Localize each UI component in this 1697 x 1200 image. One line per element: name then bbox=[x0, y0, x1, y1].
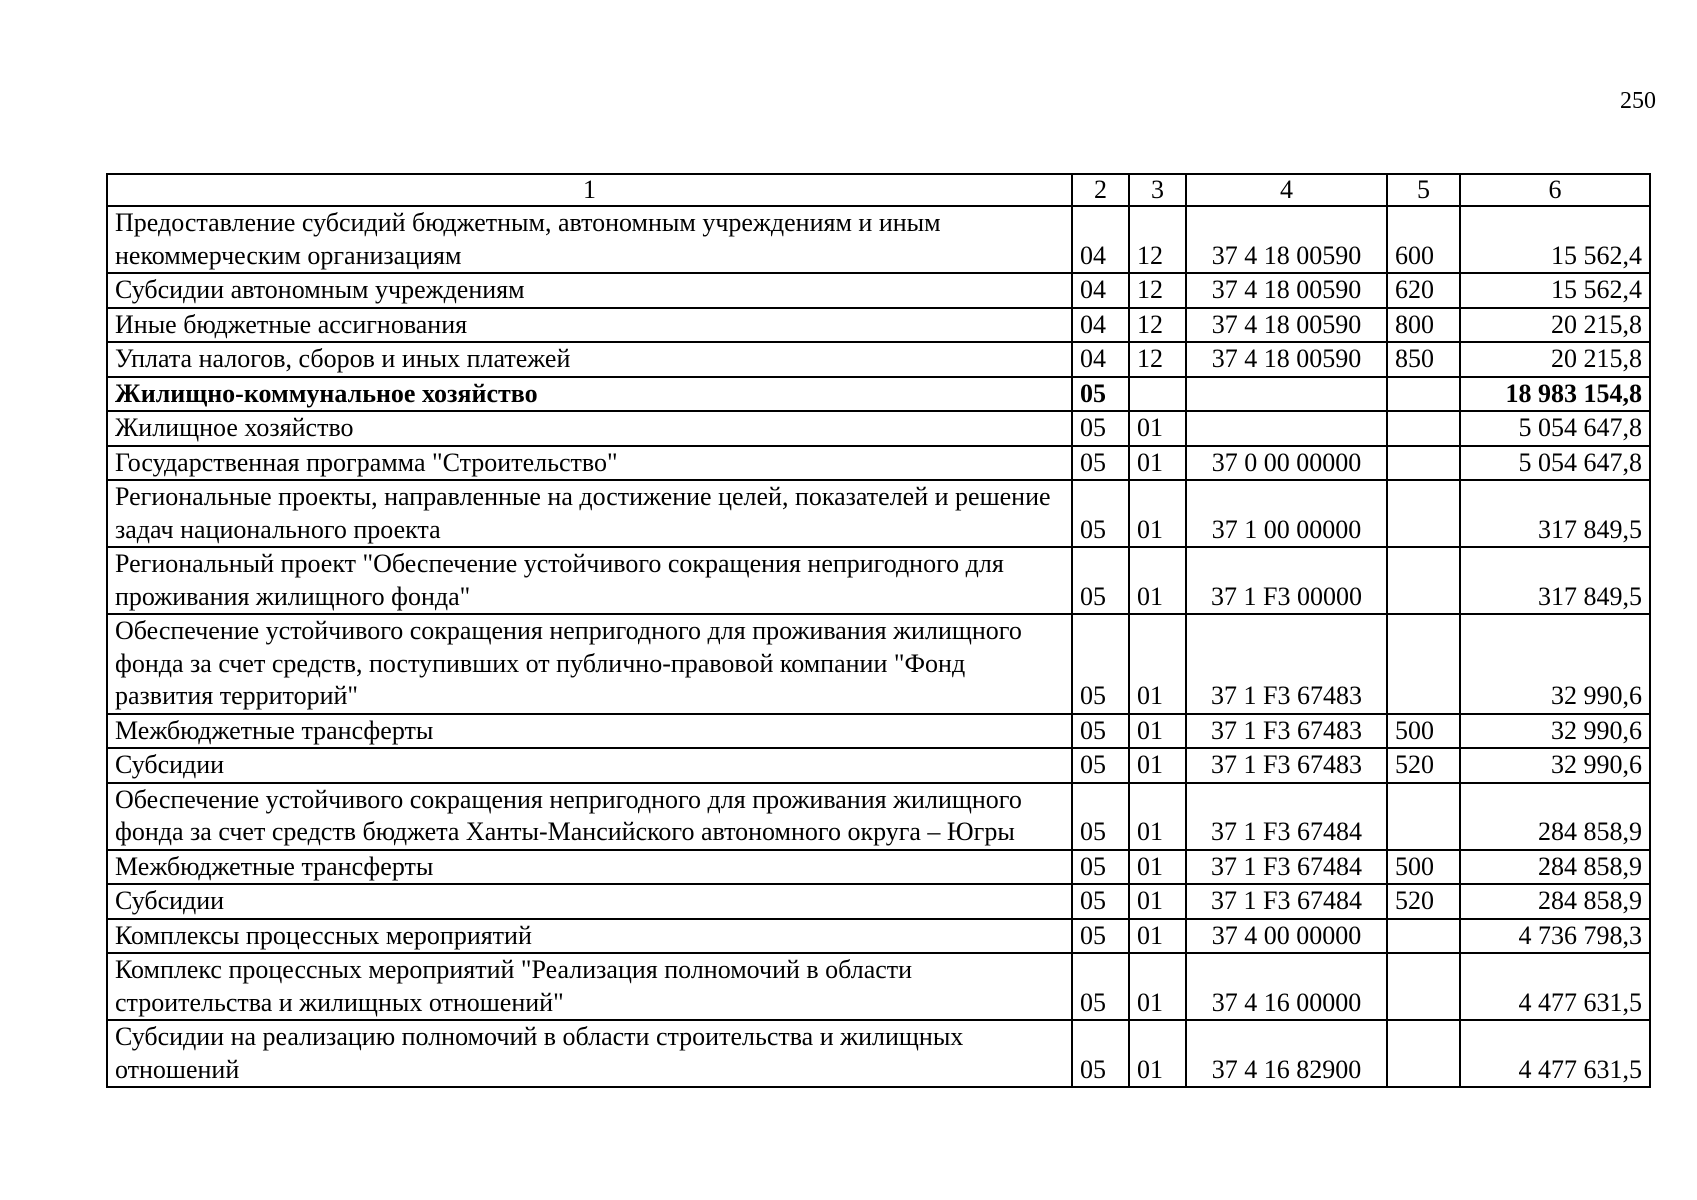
amount-cell: 317 849,5 bbox=[1460, 480, 1650, 547]
table-row bbox=[107, 446, 1650, 481]
row-name-cell: Жилищное хозяйство bbox=[107, 411, 1072, 446]
target-article-cell: 37 1 F3 67484 bbox=[1186, 850, 1387, 885]
row-name-cell: Обеспечение устойчивого сокращения непригодного для проживания жилищного фонда за счет средств, поступивших от публично-правовой компании "Фонд развития территорий" bbox=[107, 614, 1072, 714]
section-code-cell: 05 bbox=[1072, 919, 1129, 954]
subsection-code-cell: 01 bbox=[1129, 748, 1186, 783]
expense-type-cell bbox=[1387, 446, 1460, 481]
section-code-cell: 05 bbox=[1072, 446, 1129, 481]
table-row bbox=[107, 273, 1650, 308]
expense-type-cell bbox=[1387, 411, 1460, 446]
target-article-cell bbox=[1186, 377, 1387, 412]
target-article-cell: 37 4 16 82900 bbox=[1186, 1020, 1387, 1087]
amount-cell: 15 562,4 bbox=[1460, 273, 1650, 308]
expense-type-cell bbox=[1387, 377, 1460, 412]
section-code-cell: 05 bbox=[1072, 547, 1129, 614]
section-code-cell: 04 bbox=[1072, 308, 1129, 343]
table-row bbox=[107, 953, 1650, 1020]
section-code-cell: 04 bbox=[1072, 342, 1129, 377]
amount-cell: 4 736 798,3 bbox=[1460, 919, 1650, 954]
row-name-cell: Межбюджетные трансферты bbox=[107, 850, 1072, 885]
amount-cell: 4 477 631,5 bbox=[1460, 1020, 1650, 1087]
subsection-code-cell: 01 bbox=[1129, 614, 1186, 714]
section-code-cell: 05 bbox=[1072, 748, 1129, 783]
section-code-cell: 05 bbox=[1072, 1020, 1129, 1087]
column-header: 2 bbox=[1072, 174, 1129, 206]
section-code-cell: 05 bbox=[1072, 714, 1129, 749]
section-code-cell: 04 bbox=[1072, 273, 1129, 308]
subsection-code-cell: 01 bbox=[1129, 919, 1186, 954]
amount-cell: 32 990,6 bbox=[1460, 614, 1650, 714]
row-name-cell: Комплексы процессных мероприятий bbox=[107, 919, 1072, 954]
expense-type-cell bbox=[1387, 919, 1460, 954]
subsection-code-cell: 12 bbox=[1129, 273, 1186, 308]
subsection-code-cell: 01 bbox=[1129, 953, 1186, 1020]
target-article-cell: 37 1 F3 67483 bbox=[1186, 614, 1387, 714]
table-row bbox=[107, 547, 1650, 614]
subsection-code-cell: 01 bbox=[1129, 1020, 1186, 1087]
row-name-cell: Субсидии bbox=[107, 884, 1072, 919]
expense-type-cell: 850 bbox=[1387, 342, 1460, 377]
column-header: 5 bbox=[1387, 174, 1460, 206]
row-name-cell: Региональные проекты, направленные на достижение целей, показателей и решение задач национального проекта bbox=[107, 480, 1072, 547]
expense-type-cell: 500 bbox=[1387, 714, 1460, 749]
subsection-code-cell: 01 bbox=[1129, 446, 1186, 481]
row-name-cell: Региональный проект "Обеспечение устойчивого сокращения непригодного для проживания жилищного фонда" bbox=[107, 547, 1072, 614]
target-article-cell: 37 1 F3 67483 bbox=[1186, 748, 1387, 783]
column-header: 1 bbox=[107, 174, 1072, 206]
section-code-cell: 05 bbox=[1072, 480, 1129, 547]
page-number: 250 bbox=[1620, 88, 1656, 114]
expense-type-cell: 520 bbox=[1387, 884, 1460, 919]
expense-type-cell bbox=[1387, 547, 1460, 614]
amount-cell: 20 215,8 bbox=[1460, 342, 1650, 377]
row-name-cell: Государственная программа "Строительство" bbox=[107, 446, 1072, 481]
subsection-code-cell: 01 bbox=[1129, 547, 1186, 614]
table-row bbox=[107, 714, 1650, 749]
target-article-cell: 37 4 18 00590 bbox=[1186, 206, 1387, 273]
target-article-cell: 37 4 18 00590 bbox=[1186, 308, 1387, 343]
table-row bbox=[107, 919, 1650, 954]
subsection-code-cell: 01 bbox=[1129, 480, 1186, 547]
table-header-row bbox=[107, 174, 1650, 206]
row-name-cell: Комплекс процессных мероприятий "Реализация полномочий в области строительства и жилищных отношений" bbox=[107, 953, 1072, 1020]
table-row bbox=[107, 614, 1650, 714]
expense-type-cell bbox=[1387, 953, 1460, 1020]
amount-cell: 15 562,4 bbox=[1460, 206, 1650, 273]
expense-type-cell bbox=[1387, 1020, 1460, 1087]
expense-type-cell: 520 bbox=[1387, 748, 1460, 783]
subsection-code-cell: 01 bbox=[1129, 884, 1186, 919]
target-article-cell: 37 1 F3 67484 bbox=[1186, 884, 1387, 919]
section-code-cell: 05 bbox=[1072, 614, 1129, 714]
section-code-cell: 05 bbox=[1072, 953, 1129, 1020]
row-name-cell: Предоставление субсидий бюджетным, автономным учреждениям и иным некоммерческим организациям bbox=[107, 206, 1072, 273]
subsection-code-cell: 01 bbox=[1129, 411, 1186, 446]
table-row bbox=[107, 377, 1650, 412]
target-article-cell: 37 4 00 00000 bbox=[1186, 919, 1387, 954]
section-code-cell: 05 bbox=[1072, 411, 1129, 446]
expense-type-cell: 620 bbox=[1387, 273, 1460, 308]
column-header: 4 bbox=[1186, 174, 1387, 206]
target-article-cell: 37 1 F3 67483 bbox=[1186, 714, 1387, 749]
table-row bbox=[107, 308, 1650, 343]
column-header: 3 bbox=[1129, 174, 1186, 206]
subsection-code-cell bbox=[1129, 377, 1186, 412]
expense-type-cell bbox=[1387, 480, 1460, 547]
amount-cell: 5 054 647,8 bbox=[1460, 411, 1650, 446]
target-article-cell: 37 1 00 00000 bbox=[1186, 480, 1387, 547]
subsection-code-cell: 01 bbox=[1129, 850, 1186, 885]
subsection-code-cell: 12 bbox=[1129, 206, 1186, 273]
expense-type-cell bbox=[1387, 614, 1460, 714]
row-name-cell: Иные бюджетные ассигнования bbox=[107, 308, 1072, 343]
amount-cell: 32 990,6 bbox=[1460, 748, 1650, 783]
section-code-cell: 05 bbox=[1072, 850, 1129, 885]
target-article-cell: 37 4 18 00590 bbox=[1186, 342, 1387, 377]
table-row bbox=[107, 206, 1650, 273]
row-name-cell: Обеспечение устойчивого сокращения непригодного для проживания жилищного фонда за счет средств бюджета Ханты-Мансийского автономного округа – Югры bbox=[107, 783, 1072, 850]
table-row bbox=[107, 748, 1650, 783]
target-article-cell: 37 1 F3 00000 bbox=[1186, 547, 1387, 614]
row-name-cell: Субсидии автономным учреждениям bbox=[107, 273, 1072, 308]
table-row bbox=[107, 480, 1650, 547]
row-name-cell: Жилищно-коммунальное хозяйство bbox=[107, 377, 1072, 412]
target-article-cell: 37 4 18 00590 bbox=[1186, 273, 1387, 308]
expense-type-cell: 500 bbox=[1387, 850, 1460, 885]
amount-cell: 32 990,6 bbox=[1460, 714, 1650, 749]
section-code-cell: 05 bbox=[1072, 377, 1129, 412]
amount-cell: 284 858,9 bbox=[1460, 783, 1650, 850]
subsection-code-cell: 12 bbox=[1129, 308, 1186, 343]
expense-type-cell: 600 bbox=[1387, 206, 1460, 273]
row-name-cell: Субсидии bbox=[107, 748, 1072, 783]
table-row bbox=[107, 342, 1650, 377]
target-article-cell: 37 0 00 00000 bbox=[1186, 446, 1387, 481]
section-code-cell: 05 bbox=[1072, 783, 1129, 850]
target-article-cell bbox=[1186, 411, 1387, 446]
row-name-cell: Субсидии на реализацию полномочий в области строительства и жилищных отношений bbox=[107, 1020, 1072, 1087]
table-row bbox=[107, 1020, 1650, 1087]
row-name-cell: Межбюджетные трансферты bbox=[107, 714, 1072, 749]
row-name-cell: Уплата налогов, сборов и иных платежей bbox=[107, 342, 1072, 377]
amount-cell: 5 054 647,8 bbox=[1460, 446, 1650, 481]
column-header: 6 bbox=[1460, 174, 1650, 206]
section-code-cell: 05 bbox=[1072, 884, 1129, 919]
target-article-cell: 37 4 16 00000 bbox=[1186, 953, 1387, 1020]
table-row bbox=[107, 850, 1650, 885]
subsection-code-cell: 12 bbox=[1129, 342, 1186, 377]
subsection-code-cell: 01 bbox=[1129, 714, 1186, 749]
table-row bbox=[107, 783, 1650, 850]
expense-type-cell: 800 bbox=[1387, 308, 1460, 343]
amount-cell: 18 983 154,8 bbox=[1460, 377, 1650, 412]
amount-cell: 284 858,9 bbox=[1460, 884, 1650, 919]
expense-type-cell bbox=[1387, 783, 1460, 850]
target-article-cell: 37 1 F3 67484 bbox=[1186, 783, 1387, 850]
section-code-cell: 04 bbox=[1072, 206, 1129, 273]
budget-table bbox=[106, 173, 1651, 1088]
amount-cell: 284 858,9 bbox=[1460, 850, 1650, 885]
amount-cell: 4 477 631,5 bbox=[1460, 953, 1650, 1020]
table-row bbox=[107, 884, 1650, 919]
amount-cell: 317 849,5 bbox=[1460, 547, 1650, 614]
amount-cell: 20 215,8 bbox=[1460, 308, 1650, 343]
table-row bbox=[107, 411, 1650, 446]
subsection-code-cell: 01 bbox=[1129, 783, 1186, 850]
